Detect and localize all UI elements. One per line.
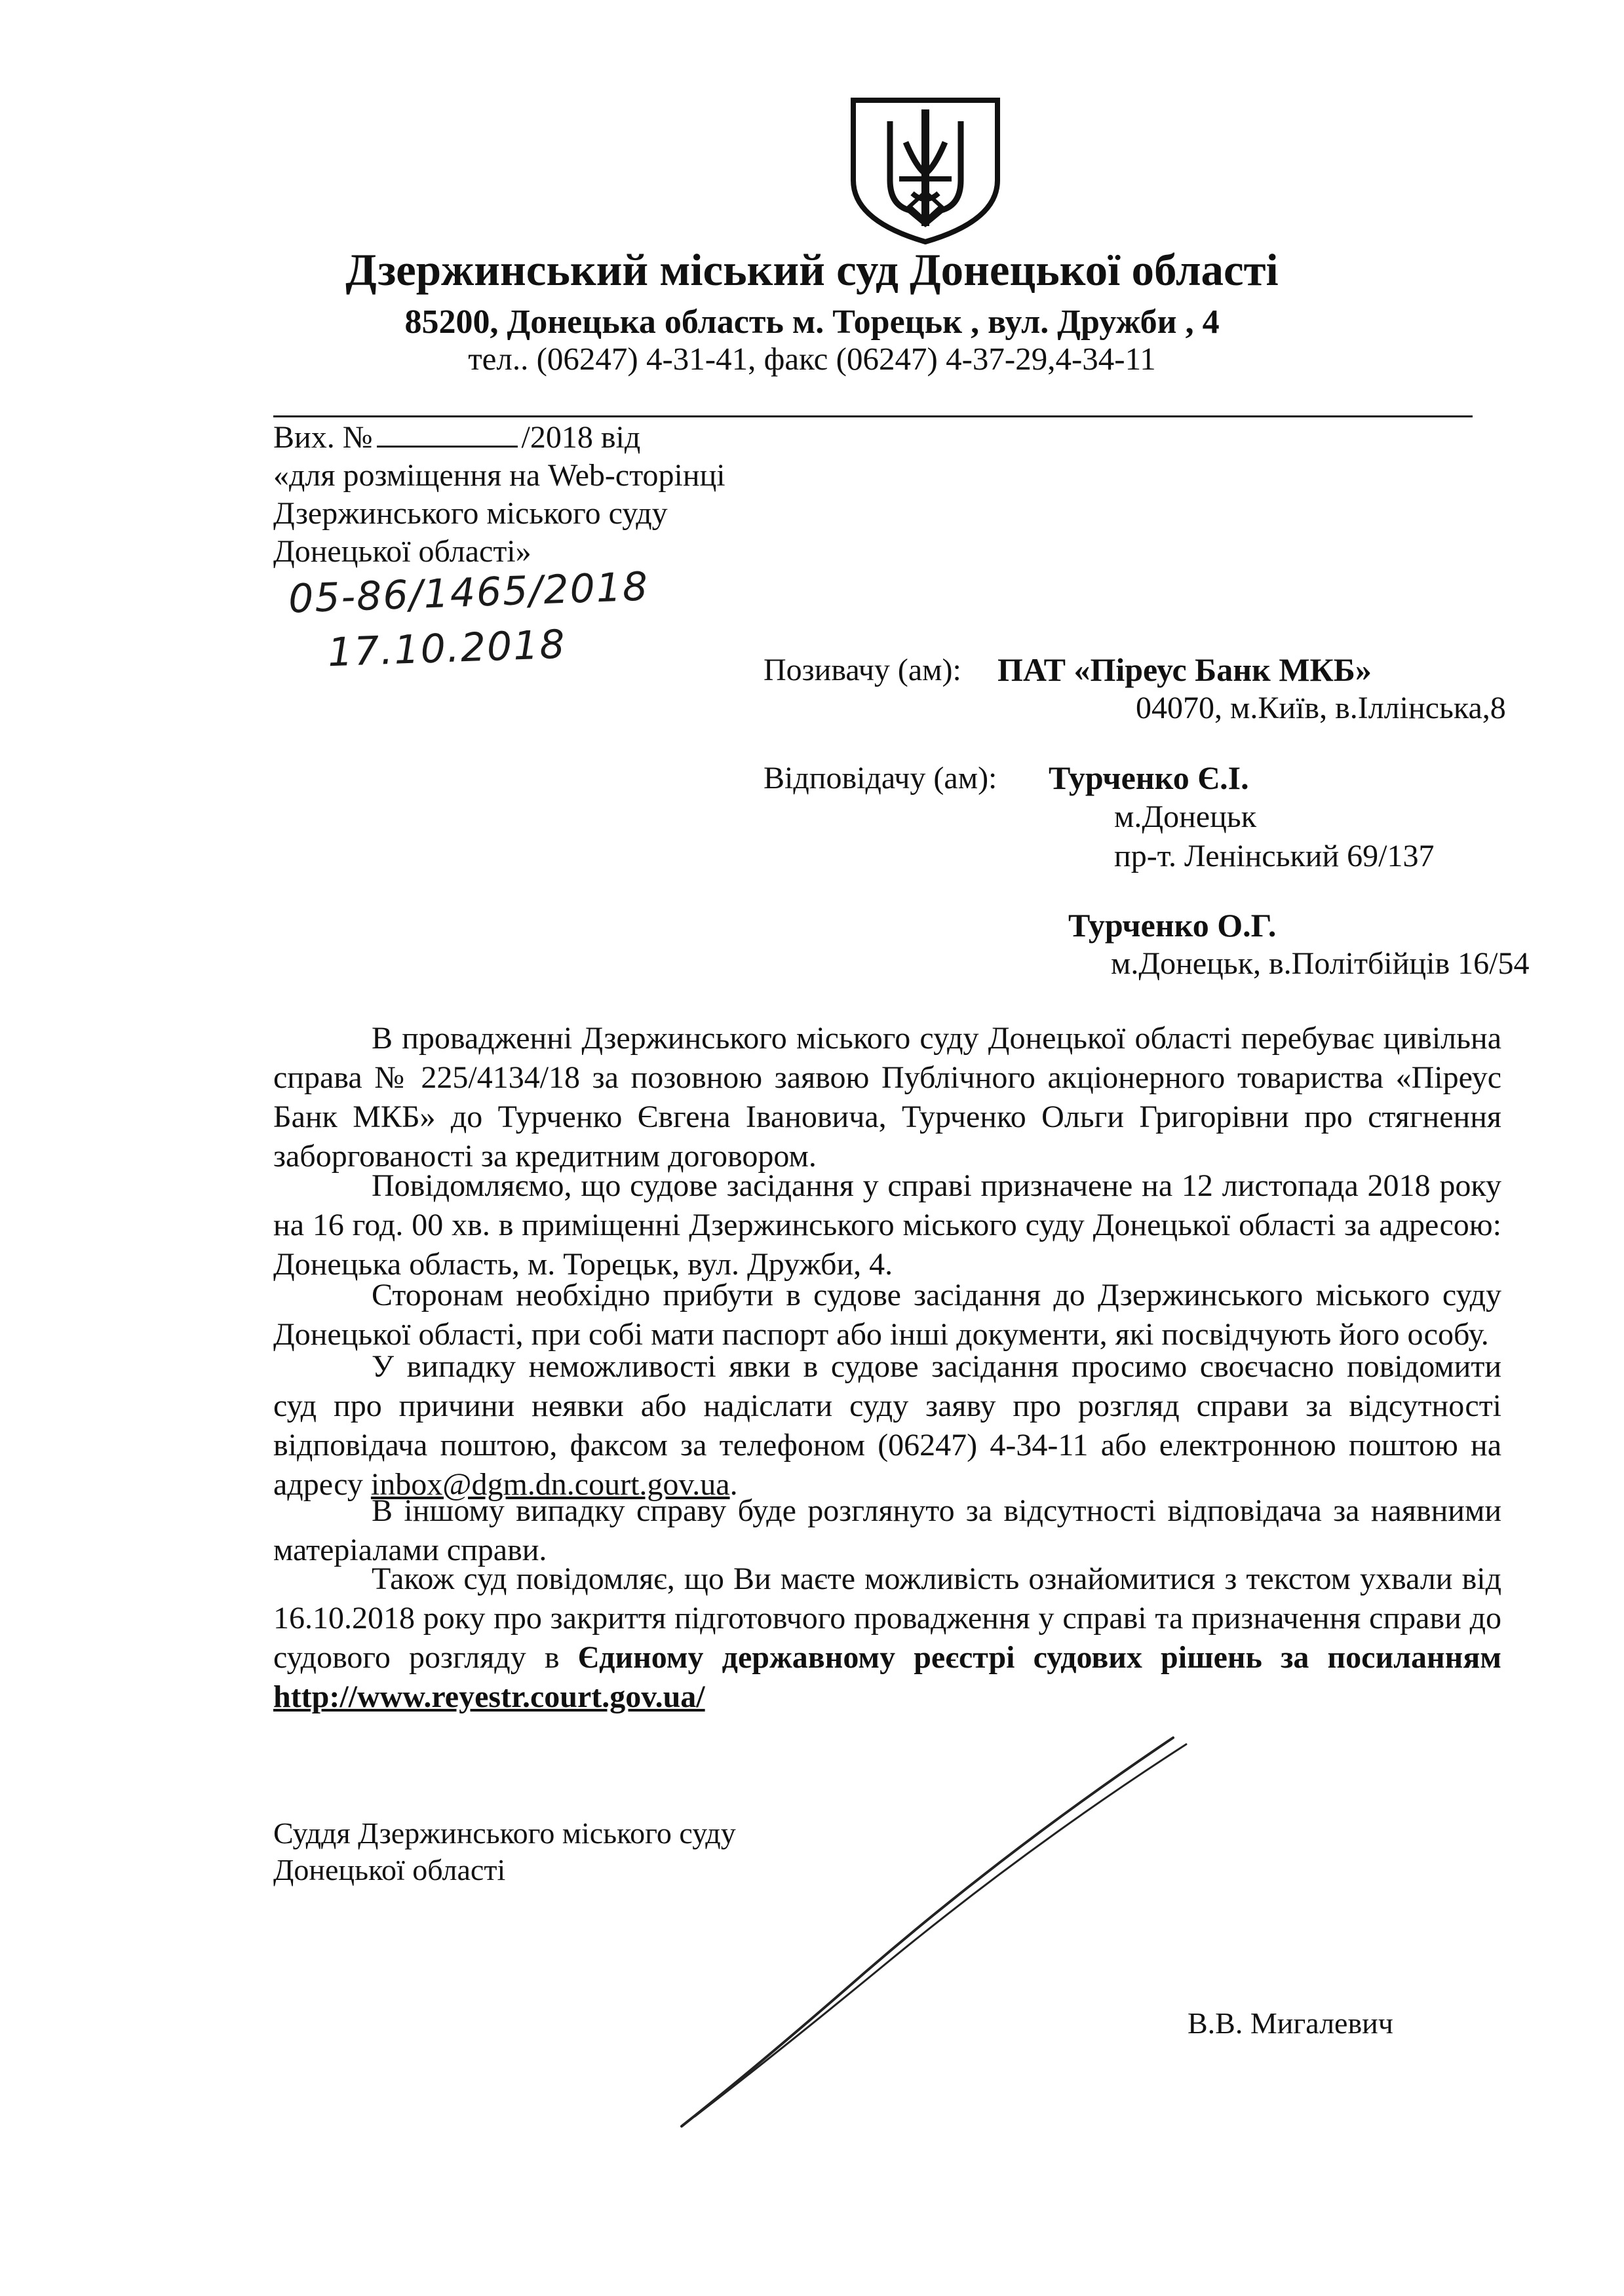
body-paragraph-5: В іншому випадку справу буде розглянуто за відсутності відповідача за наявними матеріалами справи. [273,1493,1501,1567]
web-note-line1: «для розміщення на Web-сторінці [273,458,725,493]
body-paragraph-3: Сторонам необхідно прибути в судове засідання до Дзержинського міського суду Донецької області, при собі мати паспорт або інші документи, які посвідчують його особу. [273,1278,1501,1352]
header-divider [273,415,1473,417]
outgoing-number [273,419,640,456]
defendant-label: Відповідачу (ам): [764,761,997,795]
judge-name: В.В. Мигалевич [1188,2006,1393,2040]
plaintiff-address: 04070, м.Київ, в.Іллінська,8 [1136,691,1506,725]
court-email-link[interactable]: inbox@dgm.dn.court.gov.ua [370,1467,730,1502]
defendant2-address: м.Донецьк, в.Політбійців 16/54 [1111,946,1530,981]
web-note-line3: Донецької області» [273,534,532,569]
handwritten-registration-date: 17.10.2018 [326,621,567,676]
court-phones: тел.. (06247) 4-31-41, факс (06247) 4-37-29,4-34-11 [468,341,1156,377]
body-paragraph-2: Повідомляємо, що судове засідання у справі призначене на 12 листопада 2018 року на 16 год. 00 хв. в приміщенні Дзержинського міського суду Донецької області за адресою: Донецька область, м. Торецьк, вул. Дружби, 4. [273,1168,1501,1282]
signature-title-line1: Суддя Дзержинського міського суду [273,1816,736,1850]
defendant2-name: Турченко О.Г. [1068,907,1277,944]
outgoing-prefix: Вих. № [273,420,373,455]
web-note-line2: Дзержинського міського суду [273,496,668,531]
defendant1-city: м.Донецьк [1114,799,1257,834]
coat-of-arms-emblem [844,95,1007,246]
handwritten-registration-number: 05-86/1465/2018 [287,564,650,622]
defendant1-street: пр-т. Ленінський 69/137 [1114,839,1435,873]
plaintiff-label: Позивачу (ам): [764,653,961,687]
court-name: Дзержинський міський суд Донецької області [345,245,1279,295]
handwritten-signature [668,1730,1212,2136]
body-paragraph-4: У випадку неможливості явки в судове засідання просимо своєчасно повідомити суд про причини неявки або надіслати суду заяву про розгляд справи за відсутності відповідача поштою, факсом за телефоном (06247) 4-34-11 або електронною поштою на адресу inbox@dgm.dn.court.gov.ua. [273,1349,1501,1502]
plaintiff-name: ПАТ «Піреус Банк МКБ» [997,651,1372,688]
body-paragraph-1: В провадженні Дзержинського міського суду Донецької області перебуває цивільна справа № 225/4134/18 за позовною заявою Публічного акціонерного товариства «Піреус Банк МКБ» до Турченко Євгена Івановича, Турченко Ольги Григорівни про стягнення заборгованості за кредитним договором. [273,1021,1501,1174]
outgoing-number-blank [377,419,518,448]
outgoing-suffix: /2018 від [521,420,641,455]
defendant1-name: Турченко Є.І. [1049,759,1249,796]
registry-link[interactable]: http://www.reyestr.court.gov.ua/ [273,1679,705,1714]
body-paragraph-6: Також суд повідомляє, що Ви маєте можливість ознайомитися з текстом ухвали від 16.10.2018 року про закриття підготовчого провадження у справі та призначення справи до судового розгляду в Єдиному державному реєстрі судових рішень за посиланням http://www.reyestr.court.gov.ua/ [273,1561,1501,1714]
court-address: 85200, Донецька область м. Торецьк , вул. Дружби , 4 [404,303,1220,341]
signature-title-line2: Донецької області [273,1853,506,1886]
